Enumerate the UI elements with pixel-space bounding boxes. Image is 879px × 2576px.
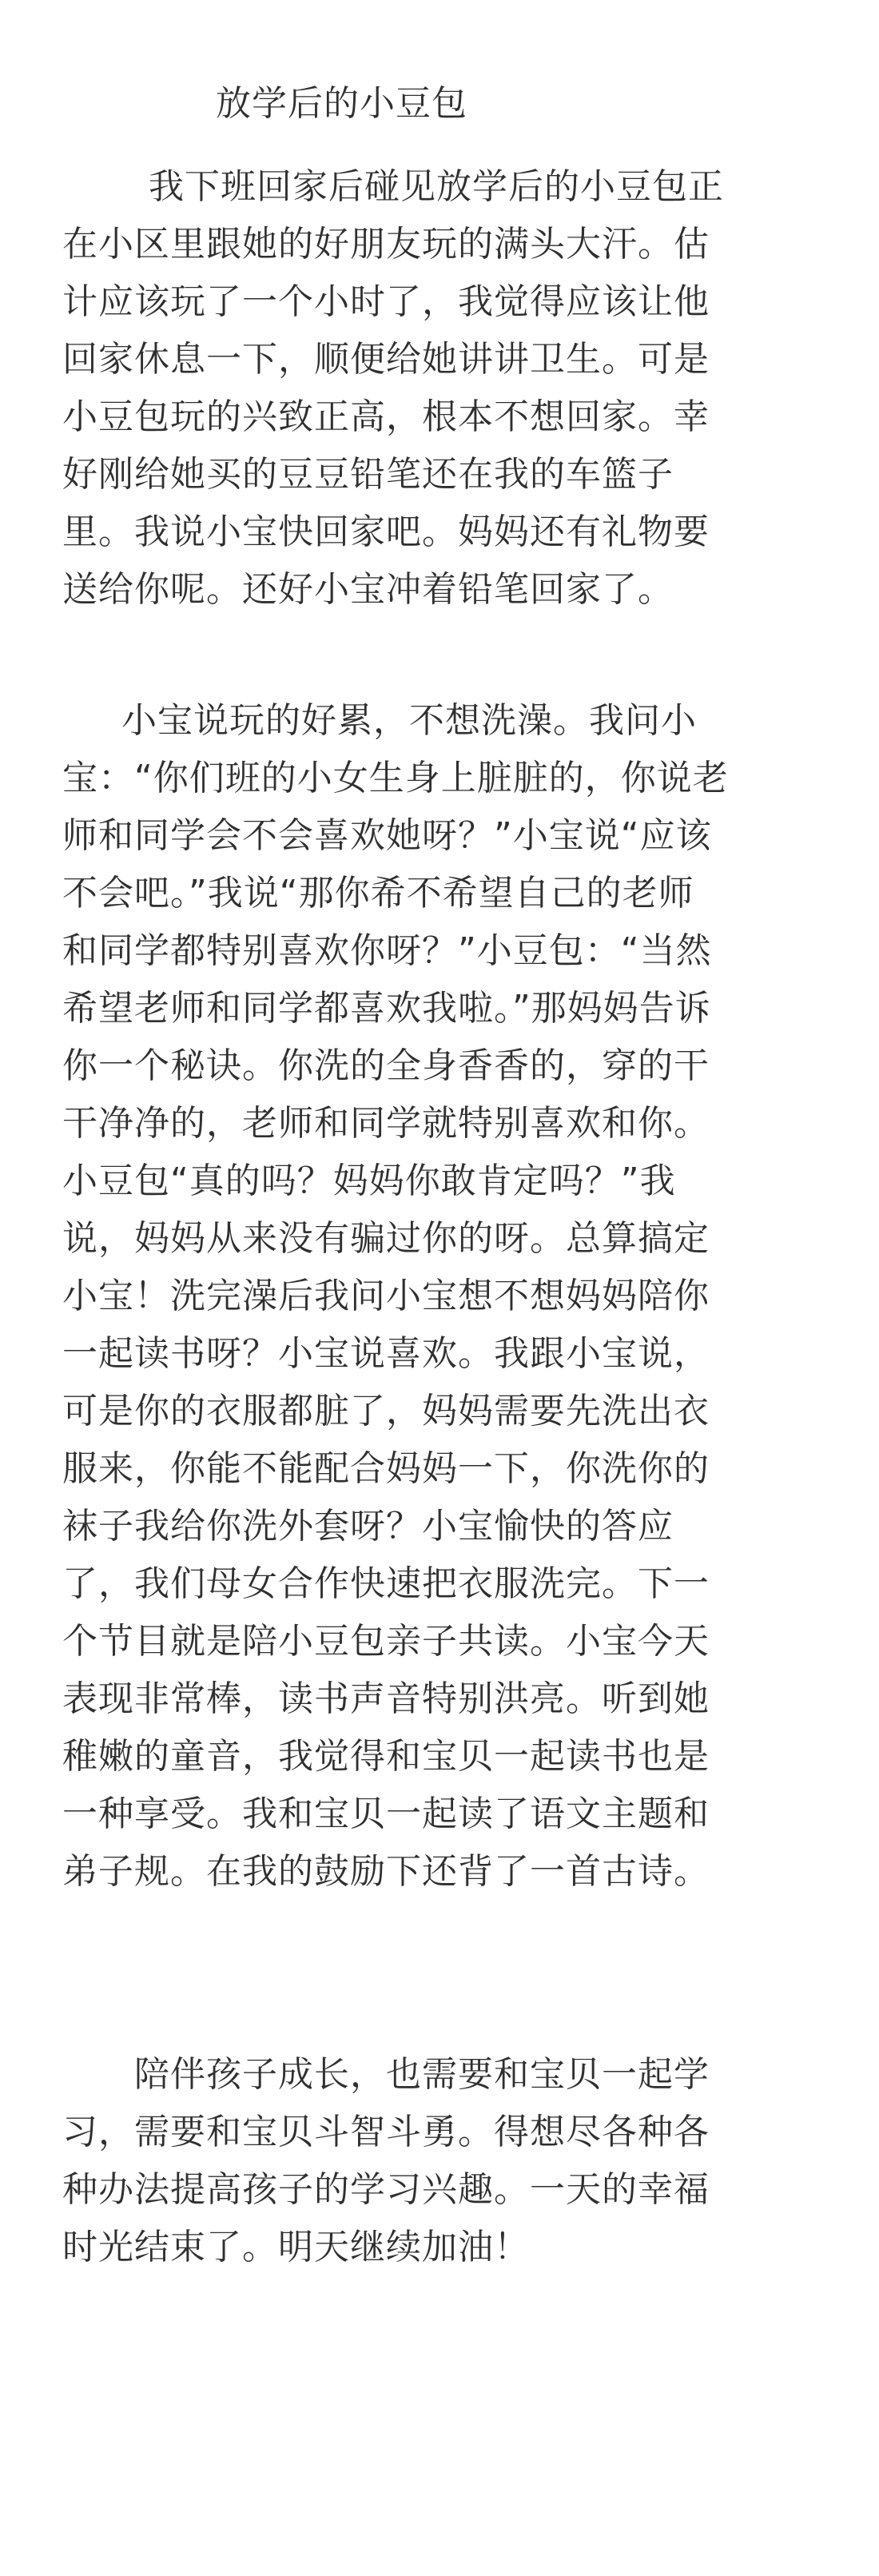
text-line: 小豆包“真的吗？妈妈你敢肯定吗？”我 <box>62 1161 676 1201</box>
text-line: 了，我们母女合作快速把衣服洗完。下一 <box>62 1563 710 1604</box>
text-line: 干净净的，老师和同学就特别喜欢和你。 <box>62 1103 710 1144</box>
text-line: 送给你呢。还好小宝冲着铅笔回家了。 <box>62 569 674 610</box>
text-line: 师和同学会不会喜欢她呀？”小宝说“应该 <box>62 815 712 856</box>
text-line: 服来，你能不能配合妈妈一下，你洗你的 <box>62 1448 710 1489</box>
text-line: 小豆包玩的兴致正高，根本不想回家。幸 <box>62 396 710 437</box>
text-line: 在小区里跟她的好朋友玩的满头大汗。估 <box>62 224 710 265</box>
text-line: 里。我说小宝快回家吧。妈妈还有礼物要 <box>62 512 710 552</box>
text-line: 和同学都特别喜欢你呀？”小豆包：“当然 <box>62 930 712 971</box>
text-line: 个节目就是陪小豆包亲子共读。小宝今天 <box>62 1621 710 1662</box>
text-line: 习，需要和宝贝斗智斗勇。得想尽各种各 <box>62 2112 710 2152</box>
text-line: 说，妈妈从来没有骗过你的呀。总算搞定 <box>62 1218 710 1259</box>
paragraph-2 <box>62 692 845 1901</box>
text-line: 我下班回家后碰见放学后的小豆包正 <box>149 166 724 207</box>
text-line: 你一个秘诀。你洗的全身香香的，穿的干 <box>62 1045 710 1086</box>
text-line: 种办法提高孩子的学习兴趣。一天的幸福 <box>62 2169 710 2210</box>
text-line: 计应该玩了一个小时了，我觉得应该让他 <box>62 281 710 322</box>
text-line: 稚嫩的童音，我觉得和宝贝一起读书也是 <box>62 1736 710 1777</box>
text-line: 表现非常棒，读书声音特别洪亮。听到她 <box>62 1678 710 1719</box>
text-line: 好刚给她买的豆豆铅笔还在我的车篮子 <box>62 454 674 495</box>
paragraph-1 <box>62 158 845 619</box>
text-line: 时光结束了。明天继续加油！ <box>62 2227 530 2267</box>
text-line: 弟子规。在我的鼓励下还背了一首古诗。 <box>62 1851 710 1892</box>
text-line: 可是你的衣服都脏了，妈妈需要先洗出衣 <box>62 1391 710 1431</box>
text-line: 宝：“你们班的小女生身上脏脏的，你说老 <box>62 758 729 798</box>
text-line: 小宝！洗完澡后我问小宝想不想妈妈陪你 <box>62 1276 710 1316</box>
text-line: 陪伴孩子成长，也需要和宝贝一起学 <box>134 2054 710 2095</box>
text-line: 回家休息一下，顺便给她讲讲卫生。可是 <box>62 339 710 380</box>
article-title: 放学后的小豆包 <box>216 83 467 124</box>
text-line: 一起读书呀？小宝说喜欢。我跟小宝说， <box>62 1333 710 1374</box>
paragraph-3 <box>62 2046 845 2276</box>
text-line: 希望老师和同学都喜欢我啦。”那妈妈告诉 <box>62 988 711 1029</box>
text-line: 小宝说玩的好累，不想洗澡。我问小 <box>121 700 697 741</box>
text-line: 一种享受。我和宝贝一起读了语文主题和 <box>62 1794 710 1834</box>
text-line: 袜子我给你洗外套呀？小宝愉快的答应 <box>62 1506 674 1547</box>
text-line: 不会吧。”我说“那你希不希望自己的老师 <box>62 873 694 914</box>
